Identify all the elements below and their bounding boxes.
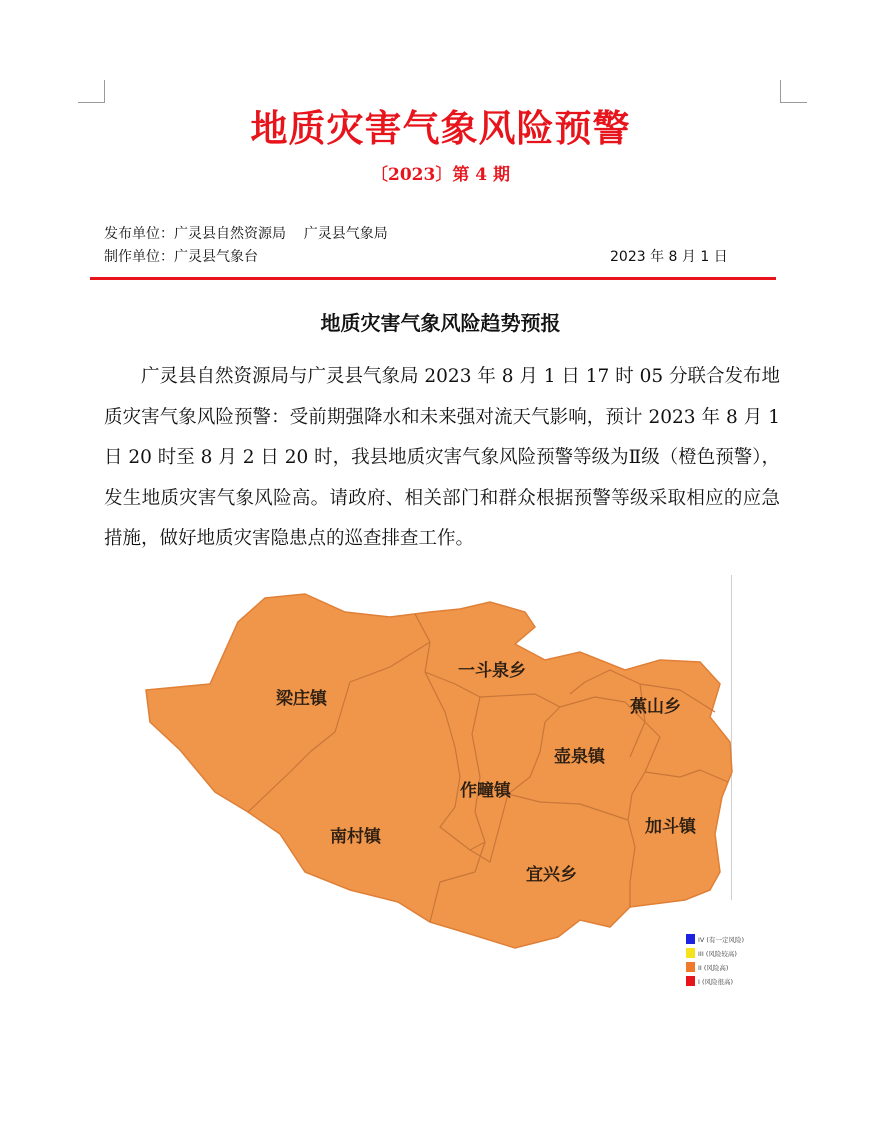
region-label: 一斗泉乡 xyxy=(458,661,526,681)
region-label: 蕉山乡 xyxy=(630,697,681,717)
legend-label: II (风险高) xyxy=(698,963,729,972)
forecast-paragraph: 广灵县自然资源局与广灵县气象局 2023 年 8 月 1 日 17 时 05 分联合发布地质灾害气象风险预警：受前期强降水和未来强对流天气影响，预计 2023 年 8 月 1 日 20 时至 8 月 2 日 20 时，我县地质灾害气象风险预警等级为Ⅱ级（橙色预警），发生地质灾害气象风险高。请政府、相关部门和群众根据预警等级采取相应的应急措施，做好地质灾害隐患点的巡查排查工作。 xyxy=(104,366,781,549)
header-divider xyxy=(90,277,776,280)
risk-map xyxy=(140,572,740,1002)
county-outline xyxy=(146,594,732,948)
region-label: 加斗镇 xyxy=(645,817,696,837)
legend-label: III (风险较高) xyxy=(698,949,737,958)
legend-item xyxy=(686,974,744,988)
issue-date: 2023 年 8 月 1 日 xyxy=(610,249,728,265)
legend-item xyxy=(686,960,744,974)
region-label: 宜兴乡 xyxy=(526,865,577,885)
region-label: 南村镇 xyxy=(330,827,381,847)
region-label: 梁庄镇 xyxy=(276,689,327,709)
map-legend xyxy=(686,932,744,988)
legend-label: I (风险很高) xyxy=(698,977,734,986)
legend-swatch-orange xyxy=(686,962,695,972)
legend-swatch-red xyxy=(686,976,695,986)
region-label: 壶泉镇 xyxy=(554,747,605,767)
publisher-line: 发布单位：广灵县自然资源局 广灵县气象局 xyxy=(104,226,388,242)
legend-label: IV (有一定风险) xyxy=(698,935,745,944)
risk-map-svg xyxy=(140,572,740,1002)
legend-item xyxy=(686,932,744,946)
section-title: 地质灾害气象风险趋势预报 xyxy=(320,311,561,335)
crop-mark-top-left xyxy=(78,80,105,103)
region-label: 作疃镇 xyxy=(460,781,511,801)
crop-mark-top-right xyxy=(780,80,807,103)
legend-swatch-yellow xyxy=(686,948,695,958)
document-title: 地质灾害气象风险预警 xyxy=(250,106,631,150)
issue-number: 〔2023〕第 4 期 xyxy=(371,165,510,185)
legend-swatch-blue xyxy=(686,934,695,944)
legend-item xyxy=(686,946,744,960)
producer-line: 制作单位：广灵县气象台 xyxy=(104,249,258,265)
